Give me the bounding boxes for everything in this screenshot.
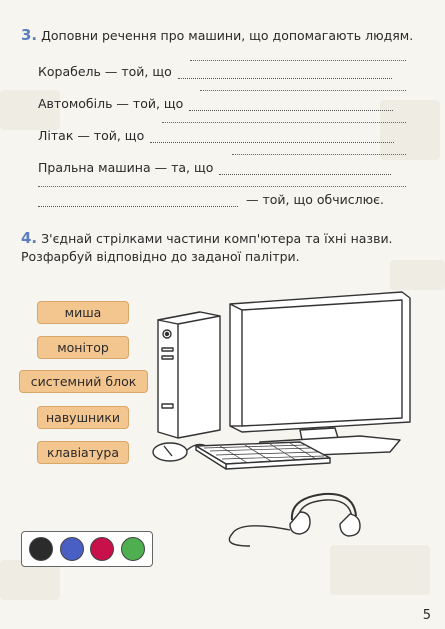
task3-text: Доповни речення про машини, що допомагають людям. xyxy=(41,28,414,43)
task4-line1: З'єднай стрілками частини комп'ютера та їхні назви. xyxy=(41,231,393,246)
sentence-label: Автомобіль — той, що xyxy=(38,96,184,111)
sentence-label: — той, що обчислює. xyxy=(246,192,384,207)
answer-line[interactable] xyxy=(219,162,391,175)
label-system-unit[interactable]: системний блок xyxy=(19,370,148,393)
label-mouse[interactable]: миша xyxy=(37,301,129,324)
sentence-label: Літак — той, що xyxy=(38,128,145,143)
sentence-row-plane xyxy=(38,128,394,143)
red-swatch[interactable] xyxy=(90,537,114,561)
task4-heading xyxy=(21,229,393,266)
answer-line[interactable] xyxy=(190,60,406,61)
answer-line[interactable] xyxy=(200,90,406,91)
label-headphones[interactable]: навушники xyxy=(37,406,129,429)
monitor-icon[interactable] xyxy=(230,292,410,456)
task4-number: 4. xyxy=(21,229,38,247)
sentence-label: Пральна машина — та, що xyxy=(38,160,214,175)
sentence-row-computer xyxy=(38,192,384,207)
sentence-row-ship xyxy=(38,64,392,79)
answer-line[interactable] xyxy=(232,154,406,155)
color-palette xyxy=(21,531,153,567)
sentence-label: Корабель — той, що xyxy=(38,64,172,79)
computer-illustration xyxy=(150,280,425,580)
black-swatch[interactable] xyxy=(29,537,53,561)
task4-line2: Розфарбуй відповідно до заданої палітри. xyxy=(21,249,300,264)
headphones-icon[interactable] xyxy=(229,494,360,546)
label-keyboard[interactable]: клавіатура xyxy=(37,441,129,464)
system-unit-icon[interactable] xyxy=(158,312,220,438)
answer-line[interactable] xyxy=(189,98,393,111)
green-swatch[interactable] xyxy=(121,537,145,561)
label-monitor[interactable]: монітор xyxy=(37,336,129,359)
answer-line[interactable] xyxy=(38,194,238,207)
answer-line[interactable] xyxy=(38,186,406,187)
sentence-row-washer xyxy=(38,160,391,175)
page-number: 5 xyxy=(422,608,431,623)
sentence-row-car xyxy=(38,96,393,111)
answer-line[interactable] xyxy=(162,122,406,123)
task3-number: 3. xyxy=(21,26,38,44)
answer-line[interactable] xyxy=(150,130,394,143)
answer-line[interactable] xyxy=(178,66,392,79)
blue-swatch[interactable] xyxy=(60,537,84,561)
task3-heading xyxy=(21,26,413,45)
